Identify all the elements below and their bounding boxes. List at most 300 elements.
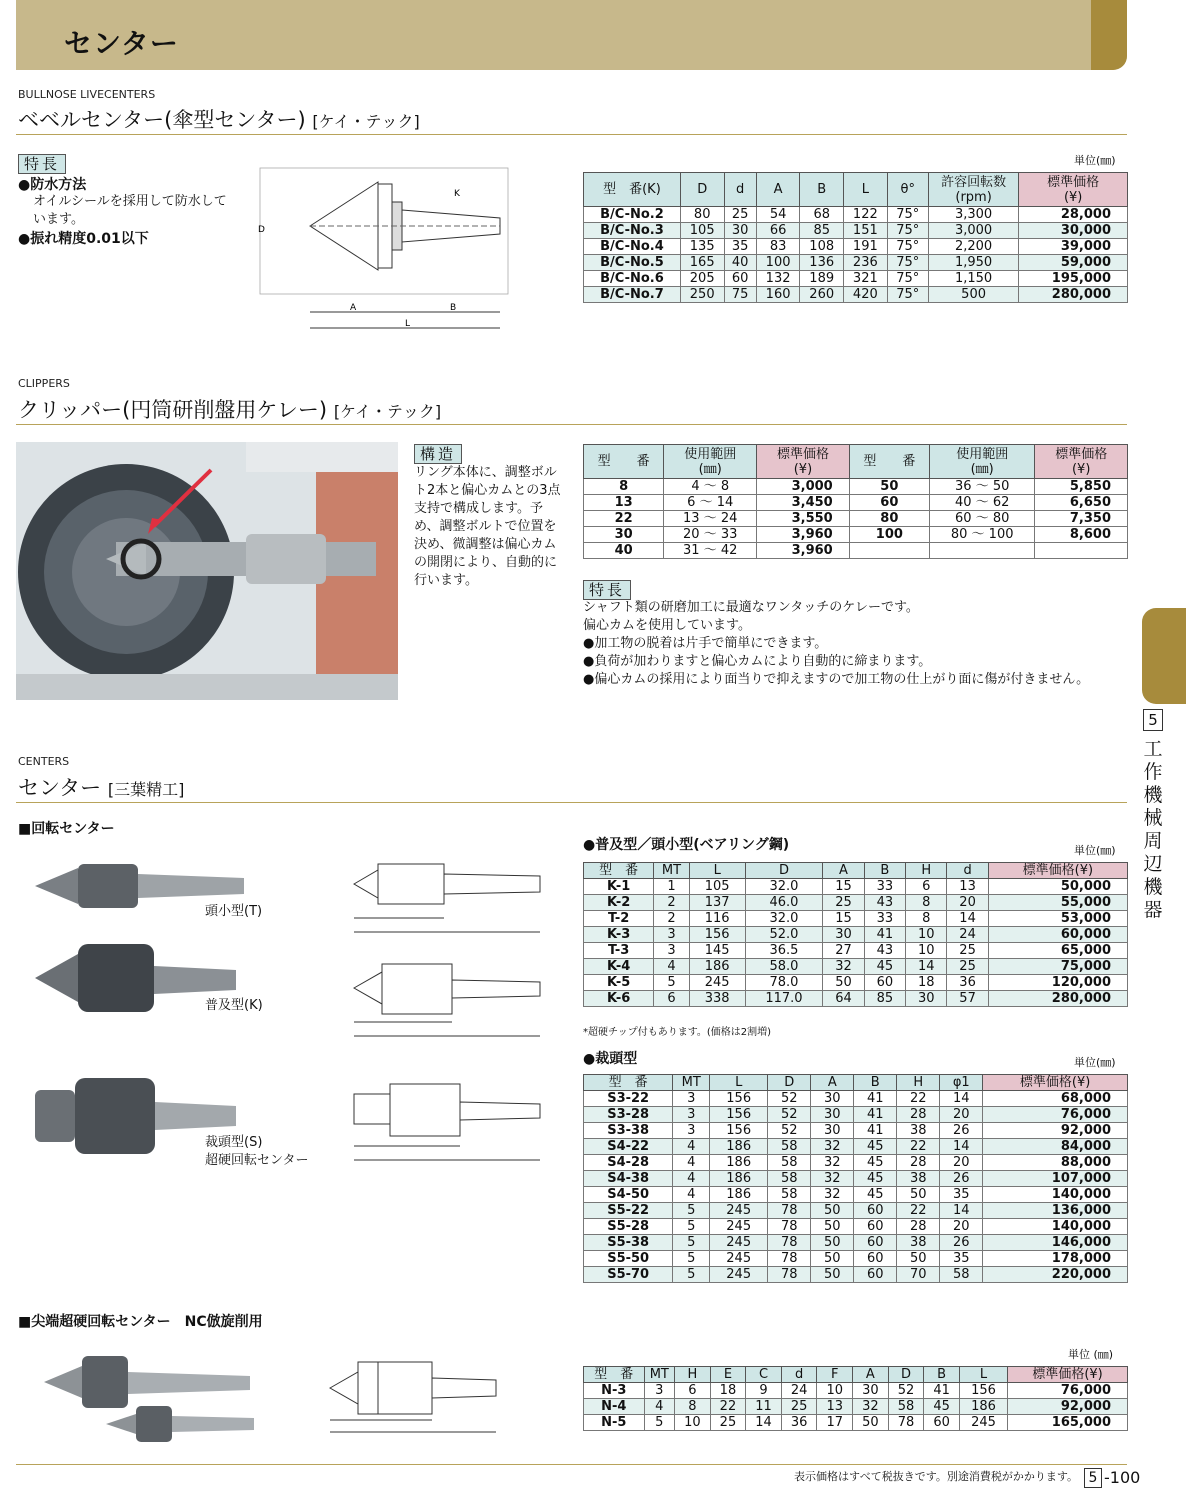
table-cell: 13 ～ 24 (664, 511, 757, 527)
table-cell: 36 (947, 975, 988, 991)
svg-text:K: K (454, 189, 460, 199)
table-cell: 136 (800, 255, 844, 271)
table-cell: 32 (853, 1399, 889, 1415)
table-cell: 13 (947, 879, 988, 895)
table-cell: N-3 (584, 1383, 645, 1399)
table-cell: 5 (673, 1267, 710, 1283)
table-row (584, 511, 1128, 527)
table-row (584, 1187, 1128, 1203)
table-cell: 78 (888, 1415, 924, 1431)
table-cell: 78 (768, 1219, 811, 1235)
table-cell: 4 (673, 1139, 710, 1155)
table-cell: 78 (768, 1251, 811, 1267)
table-cell: 58 (768, 1155, 811, 1171)
table-cell: 75° (887, 255, 928, 271)
table-cell: 5 (654, 975, 689, 991)
table-cell: 75° (887, 223, 928, 239)
clipper-photo (16, 442, 398, 700)
table-cell: 26 (940, 1235, 983, 1251)
table-cell: 22 (584, 511, 664, 527)
table-cell: S5-22 (584, 1203, 673, 1219)
table-cell: 75 (724, 287, 756, 303)
table-header-cell: MT (644, 1367, 675, 1383)
table-cell: 50 (849, 479, 929, 495)
table-cell: 156 (689, 927, 745, 943)
table-cell: S5-28 (584, 1219, 673, 1235)
section-title-text: ベベルセンター(傘型センター) (18, 108, 306, 132)
chapter-label: 工作機械周辺機器 (1143, 738, 1163, 921)
table-row (584, 1235, 1128, 1251)
table-cell: 245 (710, 1219, 768, 1235)
table-header-cell: 標準価格 (¥) (757, 445, 850, 479)
table-cell: 28 (897, 1107, 940, 1123)
table-cell: 52 (888, 1383, 924, 1399)
table-header-cell: A (823, 863, 864, 879)
divider (16, 802, 1127, 803)
table-cell: S4-28 (584, 1155, 673, 1171)
table-cell: 32 (823, 959, 864, 975)
table-cell: 156 (710, 1107, 768, 1123)
table-cell: 39,000 (1019, 239, 1128, 255)
table-cell: 43 (864, 943, 905, 959)
table-cell: 3,000 (757, 479, 850, 495)
subsection-title: ■回転センター (18, 821, 115, 837)
subsection-title: ■尖端超硬回転センター NC倣旋削用 (18, 1314, 263, 1330)
nc-center-photo (40, 1344, 260, 1444)
table-cell: 186 (710, 1155, 768, 1171)
table-cell: K-5 (584, 975, 654, 991)
table-cell: 186 (959, 1399, 1007, 1415)
table-cell: 20 (940, 1107, 983, 1123)
table-cell: 105 (689, 879, 745, 895)
table-cell: 156 (710, 1091, 768, 1107)
structure-text: リング本体に、調整ボルト2本と偏心カムとの3点支持で構成します。予め、調整ボルトで位置を決め、微調整は偏心カムの開閉により、自動的に行います。 (414, 465, 561, 588)
table-cell: 22 (897, 1139, 940, 1155)
table-row (584, 223, 1128, 239)
table-cell: 33 (864, 911, 905, 927)
table-cell: 13 (817, 1399, 853, 1415)
table-cell: 40 (584, 543, 664, 559)
table-cell: 3 (654, 943, 689, 959)
table-cell: 5 (673, 1203, 710, 1219)
table-row (584, 879, 1128, 895)
table-row (584, 1091, 1128, 1107)
table-header-cell: θ° (887, 173, 928, 207)
table-cell: 186 (689, 959, 745, 975)
table-header-cell: B (854, 1075, 897, 1091)
table-cell: 3,960 (757, 527, 850, 543)
footer-page-box: 5 (1084, 1468, 1102, 1488)
table-cell: 2,200 (928, 239, 1018, 255)
table-cell: 108 (800, 239, 844, 255)
table-cell: 245 (710, 1203, 768, 1219)
table-header-cell: E (710, 1367, 746, 1383)
table-cell: 156 (710, 1123, 768, 1139)
table-cell: 84,000 (983, 1139, 1128, 1155)
table-row (584, 943, 1128, 959)
table-cell: 88,000 (983, 1155, 1128, 1171)
table-cell: 60 (864, 975, 905, 991)
table-cell: 8 (675, 1399, 711, 1415)
table-cell: 5 (673, 1235, 710, 1251)
table-cell: 35 (724, 239, 756, 255)
table-cell: 80 (849, 511, 929, 527)
table-cell: K-1 (584, 879, 654, 895)
table-cell: 60 (854, 1203, 897, 1219)
divider (16, 424, 1127, 425)
table-cell: 45 (854, 1139, 897, 1155)
table-row (584, 991, 1128, 1007)
table-cell: 100 (756, 255, 800, 271)
table-cell: 35 (940, 1251, 983, 1267)
table-header-cell: MT (673, 1075, 710, 1091)
table-cell: 28 (897, 1155, 940, 1171)
table-cell: 76,000 (1008, 1383, 1128, 1399)
table-title: ●普及型／頭小型(ベアリング鋼) (583, 837, 790, 853)
table-cell: K-4 (584, 959, 654, 975)
table-cell: 135 (680, 239, 724, 255)
feature-line: 偏心カムを使用しています。 (583, 618, 751, 633)
table-cell: 1,950 (928, 255, 1018, 271)
table-row (584, 1107, 1128, 1123)
table-cell (1035, 543, 1128, 559)
table-cell: 30 (811, 1107, 854, 1123)
table-cell: 245 (689, 975, 745, 991)
table-header-cell: H (906, 863, 947, 879)
table-cell: 25 (823, 895, 864, 911)
table-cell: 75° (887, 239, 928, 255)
section-en-title: CENTERS (18, 755, 70, 768)
table-cell: T-3 (584, 943, 654, 959)
table-cell: 245 (710, 1235, 768, 1251)
table-row (584, 1203, 1128, 1219)
table-cell: 13 (584, 495, 664, 511)
table-cell: 60 ～ 80 (929, 511, 1034, 527)
table-cell: 205 (680, 271, 724, 287)
table-cell: 36.5 (745, 943, 823, 959)
clipper-features (583, 599, 1123, 689)
table-header-cell: B (800, 173, 844, 207)
table-cell: 31 ～ 42 (664, 543, 757, 559)
table-cell: 52 (768, 1107, 811, 1123)
maker-label: [ケイ・テック] (312, 112, 420, 131)
table-cell: 122 (844, 207, 888, 223)
table-cell: 45 (854, 1171, 897, 1187)
footer-divider (16, 1464, 1127, 1465)
table-row (584, 927, 1128, 943)
table-cell: 6 (675, 1383, 711, 1399)
table-cell: 186 (710, 1139, 768, 1155)
table-cell: 24 (781, 1383, 817, 1399)
table-cell: 8 (906, 895, 947, 911)
table-header-cell: 標準価格(¥) (988, 863, 1127, 879)
table-cell: K-2 (584, 895, 654, 911)
table-cell: 6 ～ 14 (664, 495, 757, 511)
table-row (584, 1251, 1128, 1267)
table-cell: 189 (800, 271, 844, 287)
table-cell: 3 (673, 1123, 710, 1139)
table-cell: 146,000 (983, 1235, 1128, 1251)
bevel-center-drawing (250, 162, 520, 338)
section-en-title: CLIPPERS (18, 377, 70, 390)
table-cell: 45 (864, 959, 905, 975)
table-cell: 27 (823, 943, 864, 959)
footer-note: 表示価格はすべて税抜きです。別途消費税がかかります。 (794, 1470, 1079, 1483)
table-cell: 2 (654, 895, 689, 911)
bevel-center-table (583, 172, 1128, 303)
table-cell: 78 (768, 1203, 811, 1219)
center-s-table (583, 1074, 1128, 1283)
table-cell: 52.0 (745, 927, 823, 943)
table-cell: 40 ～ 62 (929, 495, 1034, 511)
table-cell: S5-70 (584, 1267, 673, 1283)
table-header-cell: 標準価格 (¥) (1019, 173, 1128, 207)
table-cell: 3,960 (757, 543, 850, 559)
table-cell: 36 (781, 1415, 817, 1431)
table-row (584, 1383, 1128, 1399)
feature-line: ●加工物の脱着は片手で簡単にできます。 (583, 636, 828, 651)
table-cell: 4 (654, 959, 689, 975)
table-cell: 45 (924, 1399, 960, 1415)
table-cell: 7,350 (1035, 511, 1128, 527)
table-cell: 107,000 (983, 1171, 1128, 1187)
table-header-cell: D (768, 1075, 811, 1091)
table-cell: 8 (906, 911, 947, 927)
table-header-cell: 型 番 (584, 863, 654, 879)
table-cell: 92,000 (983, 1123, 1128, 1139)
table-row (584, 1415, 1128, 1431)
clipper-table (583, 444, 1128, 559)
table-cell: 14 (940, 1139, 983, 1155)
table-header-cell: d (947, 863, 988, 879)
table-cell: 245 (710, 1251, 768, 1267)
table-cell: 165 (680, 255, 724, 271)
feature-line: シャフト類の研磨加工に最適なワンタッチのケレーです。 (583, 600, 919, 615)
nc-center-drawing (310, 1358, 510, 1438)
table-cell: 50 (811, 1267, 854, 1283)
table-cell: 50 (897, 1251, 940, 1267)
table-cell: 321 (844, 271, 888, 287)
table-cell: S4-22 (584, 1139, 673, 1155)
table-row (584, 239, 1128, 255)
table-row (584, 255, 1128, 271)
table-cell: 65,000 (988, 943, 1127, 959)
table-cell: 30 (811, 1091, 854, 1107)
center-k-table (583, 862, 1128, 1007)
table-header-cell: 使用範囲 (㎜) (929, 445, 1034, 479)
section-title-text: クリッパー(円筒研削盤用ケレー) (18, 398, 328, 422)
table-header-cell: B (924, 1367, 960, 1383)
table-cell: 76,000 (983, 1107, 1128, 1123)
table-cell: 14 (906, 959, 947, 975)
table-cell: 3,000 (928, 223, 1018, 239)
table-cell: 50 (811, 1219, 854, 1235)
table-cell: 60 (924, 1415, 960, 1431)
table-cell: 3,450 (757, 495, 850, 511)
maker-label: [三葉精工] (107, 780, 185, 799)
table-header-cell: L (844, 173, 888, 207)
table-cell: 50 (811, 1235, 854, 1251)
table-cell: 60 (854, 1251, 897, 1267)
table-cell: 20 ～ 33 (664, 527, 757, 543)
table-cell: 43 (864, 895, 905, 911)
table-cell: 20 (940, 1155, 983, 1171)
table-cell: 1 (654, 879, 689, 895)
table-cell: 3,550 (757, 511, 850, 527)
table-cell: 50 (897, 1187, 940, 1203)
table-cell: 85 (800, 223, 844, 239)
table-cell: 32 (811, 1139, 854, 1155)
table-cell: 280,000 (988, 991, 1127, 1007)
table-row (584, 959, 1128, 975)
table-cell: 45 (854, 1155, 897, 1171)
center-t-drawing (340, 856, 550, 940)
table-cell: 6 (906, 879, 947, 895)
svg-text:D: D (258, 225, 265, 235)
feature-tag: 特長 (18, 154, 66, 174)
table-header-cell: 許容回転数 (rpm) (928, 173, 1018, 207)
unit-label: 単位(㎜) (1074, 154, 1116, 167)
table-cell: 420 (844, 287, 888, 303)
table-cell: 2 (654, 911, 689, 927)
table-cell: 83 (756, 239, 800, 255)
table-cell: 60 (854, 1267, 897, 1283)
unit-label: 単位(㎜) (1074, 1056, 1116, 1069)
table-cell: 52 (768, 1091, 811, 1107)
table-cell: 120,000 (988, 975, 1127, 991)
table-cell: 151 (844, 223, 888, 239)
table-header-cell: A (853, 1367, 889, 1383)
table-cell: 60 (854, 1219, 897, 1235)
table-cell: 145 (689, 943, 745, 959)
table-header-cell: 使用範囲 (㎜) (664, 445, 757, 479)
table-cell: 140,000 (983, 1187, 1128, 1203)
feature-1: ●防水方法 (18, 177, 87, 193)
table-cell: 10 (906, 927, 947, 943)
table-cell: 20 (947, 895, 988, 911)
table-cell: 5 (673, 1251, 710, 1267)
table-header-cell: 型 番 (584, 1367, 645, 1383)
table-cell: 35 (940, 1187, 983, 1203)
table-cell: 58 (768, 1139, 811, 1155)
table-cell: 68,000 (983, 1091, 1128, 1107)
table-cell: 22 (710, 1399, 746, 1415)
table-header-cell: D (888, 1367, 924, 1383)
table-header-cell: A (811, 1075, 854, 1091)
table-cell (849, 543, 929, 559)
table-cell: 59,000 (1019, 255, 1128, 271)
table-cell: 75° (887, 287, 928, 303)
table-cell: 26 (940, 1123, 983, 1139)
table-cell: 14 (746, 1415, 782, 1431)
table-cell: K-3 (584, 927, 654, 943)
table-header-cell: d (781, 1367, 817, 1383)
table-title: ●裁頭型 (583, 1051, 638, 1067)
center-s-label-1: 裁頭型(S) (205, 1135, 263, 1150)
table-cell: K-6 (584, 991, 654, 1007)
table-cell: 30 (823, 927, 864, 943)
table-cell: 45 (854, 1187, 897, 1203)
table-row (584, 1399, 1128, 1415)
table-cell: 245 (710, 1267, 768, 1283)
table-row (584, 975, 1128, 991)
svg-text:B: B (450, 303, 457, 313)
table-row (584, 207, 1128, 223)
table-cell: 33 (864, 879, 905, 895)
table-cell: S3-38 (584, 1123, 673, 1139)
table-cell: 53,000 (988, 911, 1127, 927)
table-row (584, 1267, 1128, 1283)
section-title (18, 772, 184, 802)
section-title-text: センター (18, 776, 102, 800)
table-cell: 280,000 (1019, 287, 1128, 303)
table-cell: 4 (644, 1399, 675, 1415)
table-cell: 30 (853, 1383, 889, 1399)
table-header-cell: 標準価格(¥) (983, 1075, 1128, 1091)
feature-1-desc: オイルシールを採用して防水しています。 (33, 194, 227, 227)
table-cell: S4-50 (584, 1187, 673, 1203)
table-cell: 30 (906, 991, 947, 1007)
header-band (16, 0, 1127, 70)
table-row (584, 271, 1128, 287)
center-s-drawing (340, 1078, 550, 1168)
table-cell: 68 (800, 207, 844, 223)
center-k-label: 普及型(K) (205, 998, 263, 1013)
table-cell: 54 (756, 207, 800, 223)
table-cell: N-5 (584, 1415, 645, 1431)
table-row (584, 543, 1128, 559)
table-header-cell: MT (654, 863, 689, 879)
table-cell: 116 (689, 911, 745, 927)
table-row (584, 1123, 1128, 1139)
table-cell: 3 (673, 1091, 710, 1107)
table-row (584, 1171, 1128, 1187)
table-cell: B/C-No.6 (584, 271, 681, 287)
table-header-cell: C (746, 1367, 782, 1383)
table-cell: 17 (817, 1415, 853, 1431)
table-cell: 28 (897, 1219, 940, 1235)
table-cell: 22 (897, 1203, 940, 1219)
table-cell: 26 (940, 1171, 983, 1187)
table-cell: 1,150 (928, 271, 1018, 287)
table-cell: 220,000 (983, 1267, 1128, 1283)
table-cell: 38 (897, 1171, 940, 1187)
table-cell: 58 (768, 1171, 811, 1187)
table-cell: 4 (673, 1155, 710, 1171)
table-cell: 25 (947, 943, 988, 959)
table-cell: B/C-No.4 (584, 239, 681, 255)
table-cell: B/C-No.5 (584, 255, 681, 271)
table-cell: 22 (897, 1091, 940, 1107)
table-cell: 165,000 (1008, 1415, 1128, 1431)
table-cell: 10 (675, 1415, 711, 1431)
table-header-cell: H (675, 1367, 711, 1383)
center-t-label: 頭小型(T) (205, 904, 263, 919)
table-cell: 3,300 (928, 207, 1018, 223)
table-cell: 41 (854, 1107, 897, 1123)
table-cell: S3-28 (584, 1107, 673, 1123)
table-header-cell: 型 番 (584, 1075, 673, 1091)
table-cell: 25 (947, 959, 988, 975)
table-cell: 25 (781, 1399, 817, 1415)
table-cell: 191 (844, 239, 888, 255)
table-cell: 75° (887, 271, 928, 287)
table-cell: 64 (823, 991, 864, 1007)
table-cell: 15 (823, 911, 864, 927)
side-tab[interactable] (1142, 608, 1186, 704)
table-cell: 50 (811, 1203, 854, 1219)
table-cell: 3 (644, 1383, 675, 1399)
